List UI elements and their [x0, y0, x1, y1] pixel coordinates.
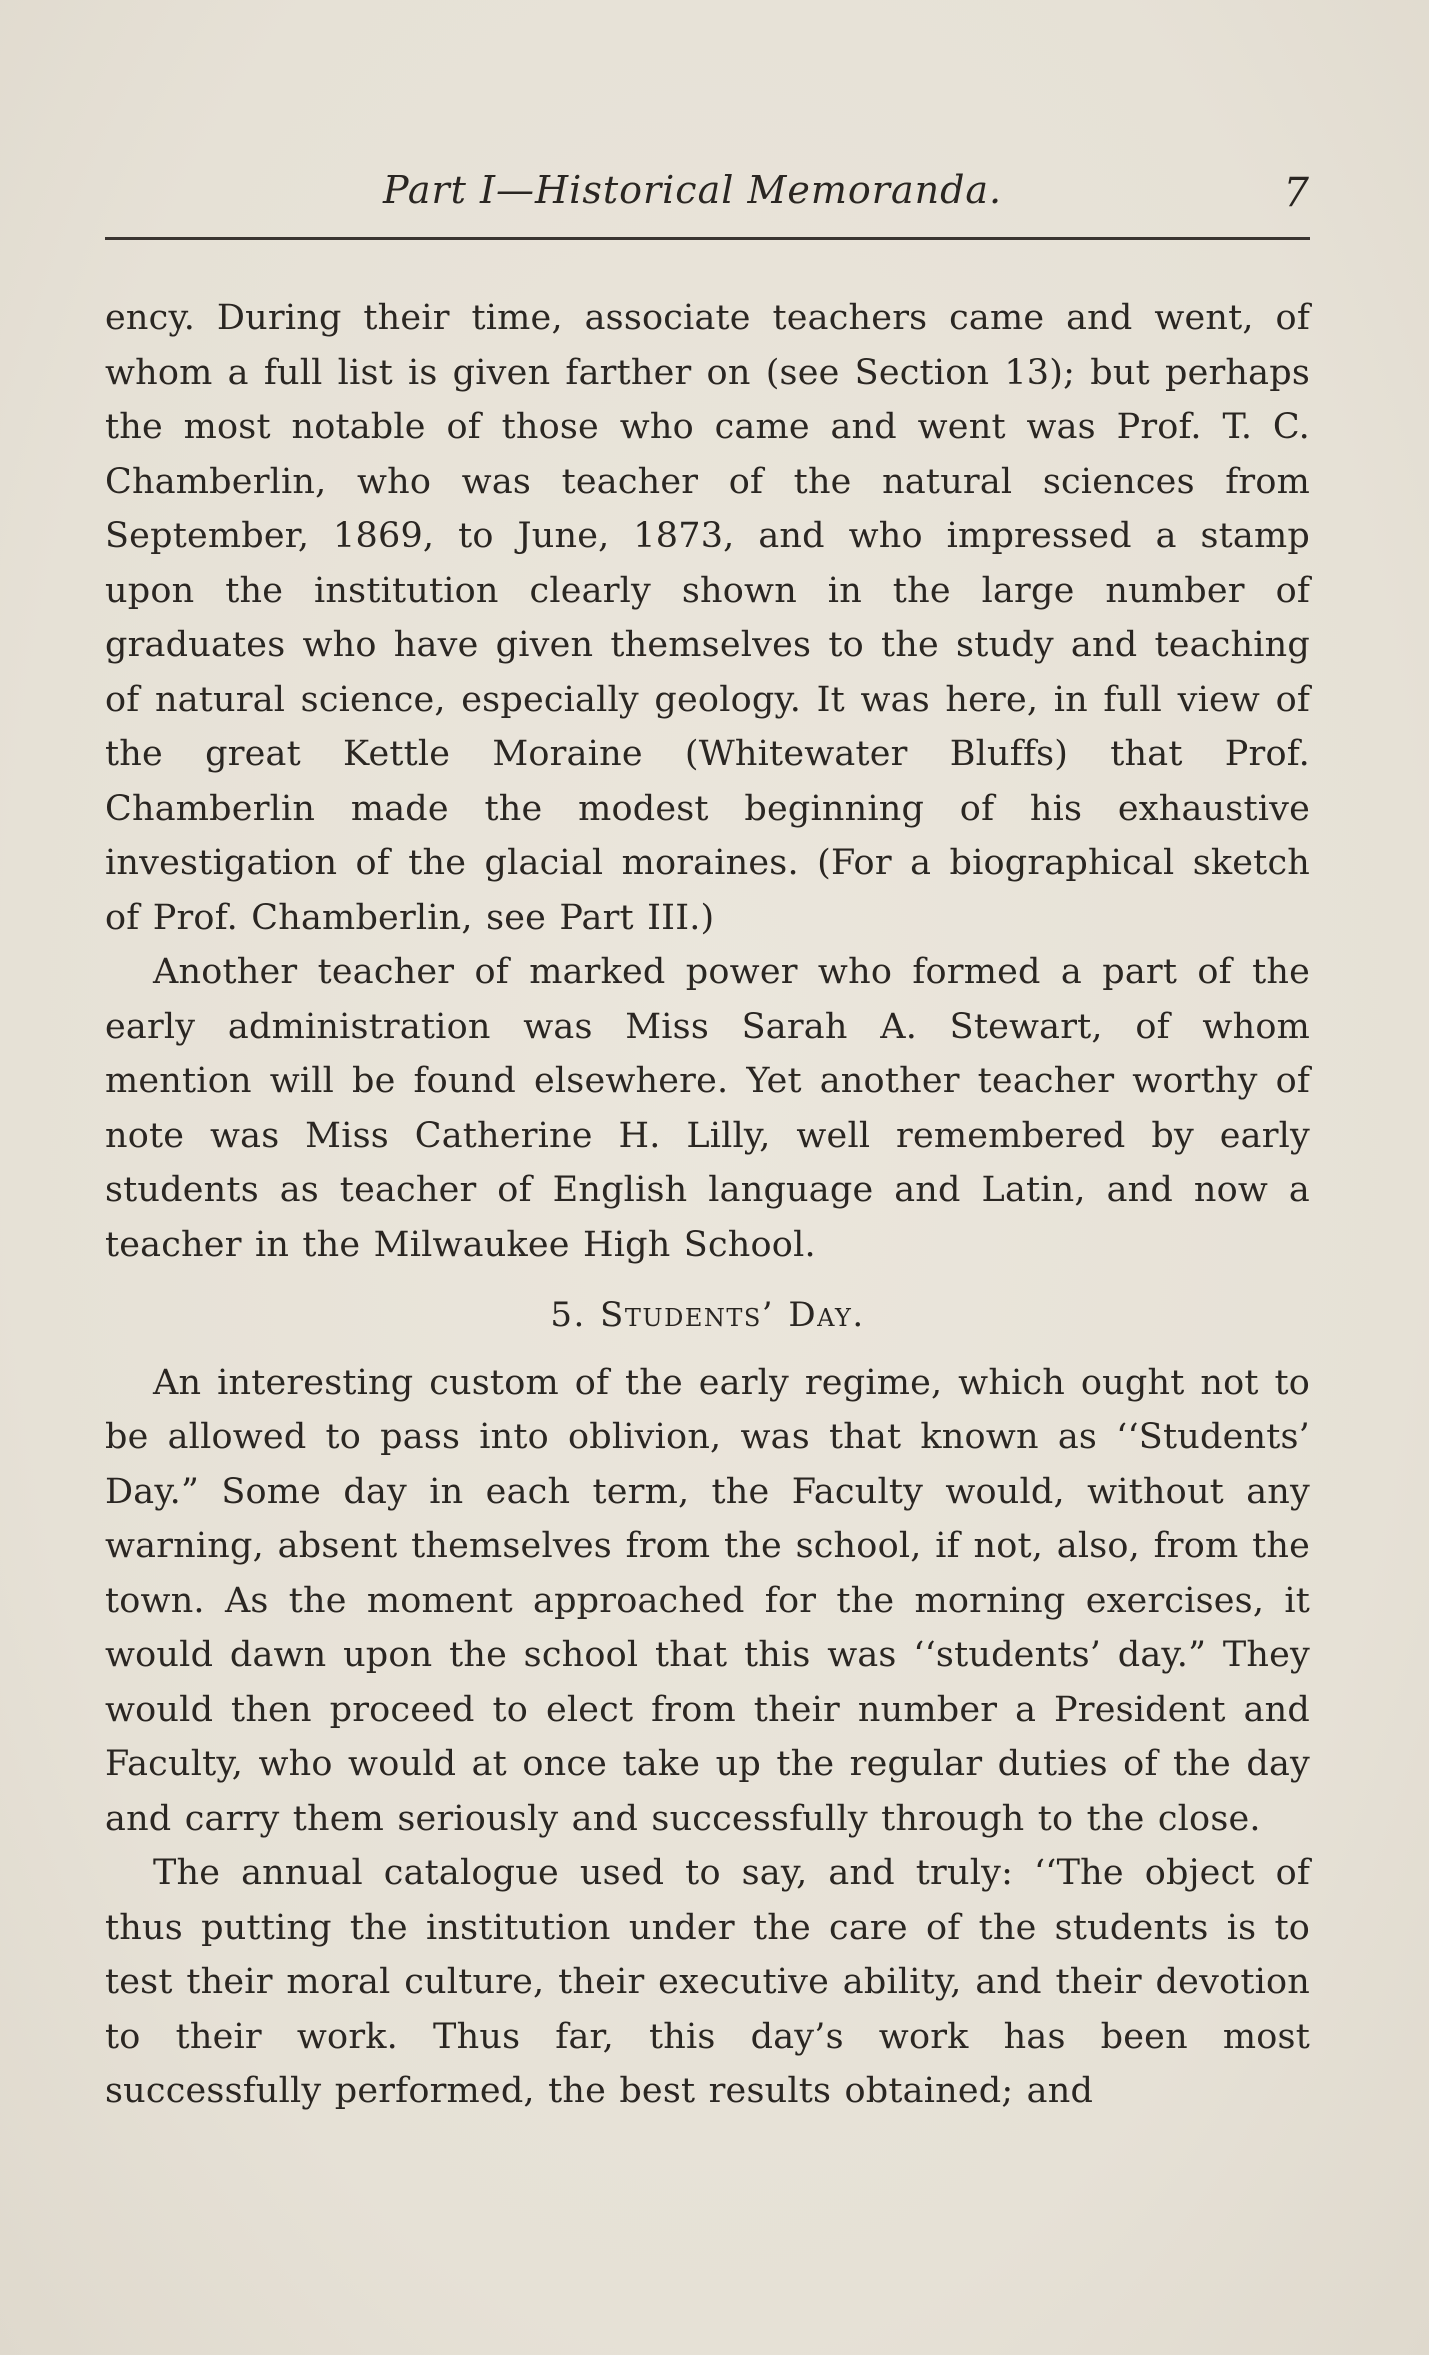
paragraph: Another teacher of marked power who formed a part of the early administration was Miss Sarah A. Stewart, of whom mention will be found elsewhere. Yet another teacher worthy of note was Miss Catherine H. Lilly, well remembered by early students as teacher of English language and Latin, and now a teacher in the Milwaukee High School.: [105, 952, 1310, 1265]
section-heading: 5. Students’ Day.: [550, 1295, 865, 1335]
running-title: Part I—Historical Memoranda.: [383, 168, 1003, 212]
paragraph: The annual catalogue used to say, and truly: ‘‘The object of thus putting the institution under the care of the students is to test their moral culture, their executive ability, and their devotion to their work. Thus far, this day’s work has been most successfully performed, the best results obtained; and: [105, 1853, 1310, 2111]
page-number: 7: [1283, 170, 1310, 216]
header-rule: [105, 237, 1310, 240]
body-text: [105, 291, 1310, 2119]
paragraph-continued: ency. During their time, associate teachers came and went, of whom a full list is given farther on (see Section 13); but perhaps the most notable of those who came and went was Prof. T. C. Chamberlin, who was teacher of the natural sciences from September, 1869, to June, 1873, and who impressed a stamp upon the institution clearly shown in the large number of graduates who have given themselves to the study and teaching of natural science, especially geology. It was here, in full view of the great Kettle Moraine (Whitewater Bluffs) that Prof. Chamberlin made the modest beginning of his exhaustive investigation of the glacial moraines. (For a biographical sketch of Prof. Chamberlin, see Part III.): [105, 298, 1310, 938]
paragraph: An interesting custom of the early regime, which ought not to be allowed to pass into oblivion, was that known as ‘‘Students’ Day.” Some day in each term, the Faculty would, without any warning, absent themselves from the school, if not, also, from the town. As the moment approached for the morning exercises, it would dawn upon the school that this was ‘‘students’ day.” They would then proceed to elect from their number a President and Faculty, who would at once take up the regular duties of the day and carry them seriously and successfully through to the close.: [105, 1362, 1310, 1839]
running-head: [105, 158, 1310, 228]
